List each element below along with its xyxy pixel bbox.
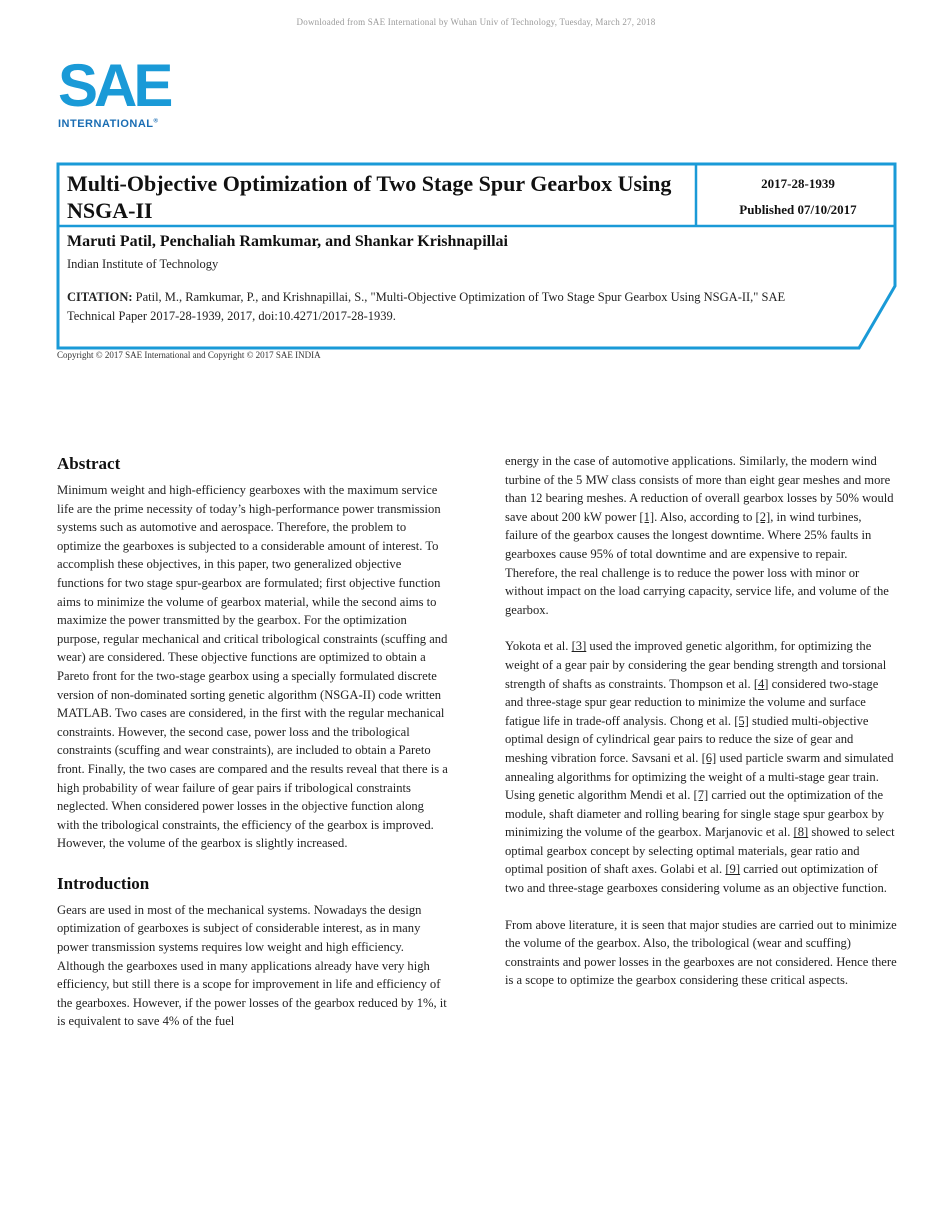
reference-link[interactable]: [3] — [571, 639, 587, 654]
body-text: . Also, according to — [654, 509, 756, 524]
body-text: considered two-stage and three-stage spur gear reduction to minimize the volume and surface fatigue life in trade-off analysis. Chong et al. — [505, 676, 879, 728]
left-column — [57, 453, 449, 1031]
logo-mark: SAE — [58, 52, 170, 119]
reference-link[interactable]: [5] — [734, 713, 749, 728]
affiliation: Indian Institute of Technology — [67, 257, 219, 271]
body-text: used the improved genetic algorithm, for optimizing the weight of a gear pair by considering the gear bending strength and torsional strength of shafts as constraints. Thompson et al. — [505, 639, 887, 691]
reference-link[interactable]: [2] — [755, 509, 771, 524]
reference-link[interactable]: [4] — [753, 676, 769, 691]
body-text: energy in the case of automotive applications. Similarly, the modern wind turbine of the 5 MW class consists of more than eight gear meshes and more than 12 bearing meshes. A reduction of overall gearbox losses by 50% would save about 200 kW power — [505, 454, 894, 524]
paper-title: Multi-Objective Optimization of Two Stage Spur Gearbox Using NSGA-II — [67, 171, 672, 223]
paragraph-scope: From above literature, it is seen that major studies are carried out to minimize the volume of the gearbox. Also, the tribological (wear and scuffing) constraints and power losses in the gearboxes are not considered. Hence there is a scope to optimize the gearbox considering these critical aspects. — [505, 917, 897, 988]
download-notice: Downloaded from SAE International by Wuhan Univ of Technology, Tuesday, March 27, 2018 — [296, 17, 656, 27]
sae-logo — [58, 52, 178, 136]
body-text: carried out the optimization of the module, shaft diameter and rolling bearing for single stage spur gearbox by minimizing the volume of the gearbox. Marjanovic et al. — [505, 788, 885, 840]
reference-link[interactable]: [6] — [701, 750, 717, 765]
body-text: studied multi-objective optimal design of cylindrical gear pairs to reduce the size of gear and meshing vibration force. Savsani et al. — [505, 713, 869, 765]
reference-link[interactable]: [8] — [793, 825, 809, 840]
introduction-heading: Introduction — [57, 873, 150, 893]
logo-subtitle: INTERNATIONAL® — [58, 118, 159, 130]
citation-text: Patil, M., Ramkumar, P., and Krishnapillai, S., "Multi-Objective Optimization of Two Stage Spur Gearbox Using NSGA-II," SAE Technical Paper 2017-28-1939, 2017, doi:10.4271/2017-28-1939. — [67, 290, 786, 323]
body-text: showed to select optimal gearbox concept by selecting optimal materials, gear ratio and optimal position of shaft axes. Golabi et al. — [505, 825, 895, 877]
body-text: Yokota et al. — [505, 639, 572, 654]
body-text: used particle swarm and simulated annealing algorithms for optimizing the weight of a multi-stage gear train. Using genetic algorithm Mendi et al. — [505, 750, 894, 803]
introduction-text: Gears are used in most of the mechanical systems. Nowadays the design optimization of gearboxes is subject of considerable interest, as in many power transmission systems requires low weight and high efficiency. Although the gearboxes used in many applications already have very high efficiency, but still there is a scope for improvement in life and efficiency of the gearboxes. However, if the power losses of the gearbox reduced by 1%, it is equivalent to save 4% of the fuel — [57, 902, 447, 1029]
citation-label: CITATION: — [67, 290, 133, 304]
authors: Maruti Patil, Penchaliah Ramkumar, and Shankar Krishnapillai — [67, 233, 508, 250]
reference-link[interactable]: [9] — [725, 862, 741, 877]
reference-link[interactable]: [7] — [693, 788, 709, 803]
copyright: Copyright © 2017 SAE International and Copyright © 2017 SAE INDIA — [57, 350, 321, 360]
paragraph-literature — [505, 637, 897, 897]
citation — [67, 288, 827, 326]
paragraph-power-loss — [505, 452, 897, 619]
abstract-text: Minimum weight and high-efficiency gearboxes with the maximum service life are the prime necessity of today’s high-performance power transmission systems such as automotive and aerospace. Therefore, the problem to optimize the gearboxes is subjected to a considerable amount of interest. To accomplish these objectives, in this paper, two generalized objective functions for two stage spur-gearbox are formulated; first objective function aims to minimize the volume of gearbox material, while the second aims to maximize the power transmitted by the gearbox. For the optimization purpose, regular mechanical and critical tribological constraints (scuffing and wear) are considered. These objective functions are optimized to obtain a Pareto front for the two-stage gearbox using a specially formulated discrete version of non-dominated sorting genetic algorithm (NSGA-II) code written MATLAB. Two cases are considered, in the first with the regular mechanical constraints. However, the second case, power loss and the tribological constraints (scuffing and wear constraints), are included to obtain a Pareto front. Finally, the two cases are compared and the results reveal that there is a high probability of wear failure of gear pairs if tribological constraints neglected. When considered power losses in the objective function along with the tribological constraints, the efficiency of the gearbox is improved. However, the volume of the gearbox is slightly increased. — [57, 483, 448, 851]
paper-id: 2017-28-1939 — [761, 176, 835, 191]
abstract-heading: Abstract — [57, 454, 121, 473]
body-text: carried out optimization of two and three-stage gearboxes considering volume as an objective function. — [505, 862, 887, 896]
body-text: , in wind turbines, failure of the gearbox causes the longest downtime. Where 25% faults in gearboxes cause 95% of total downtime and are expensive to repair. Therefore, the real challenge is to reduce the power loss with minor or without impact on the load carrying capacity, service life, and volume of the gearbox. — [505, 509, 889, 617]
reference-link[interactable]: [1] — [639, 509, 655, 524]
published-date: Published 07/10/2017 — [739, 202, 857, 217]
right-column — [505, 452, 897, 990]
